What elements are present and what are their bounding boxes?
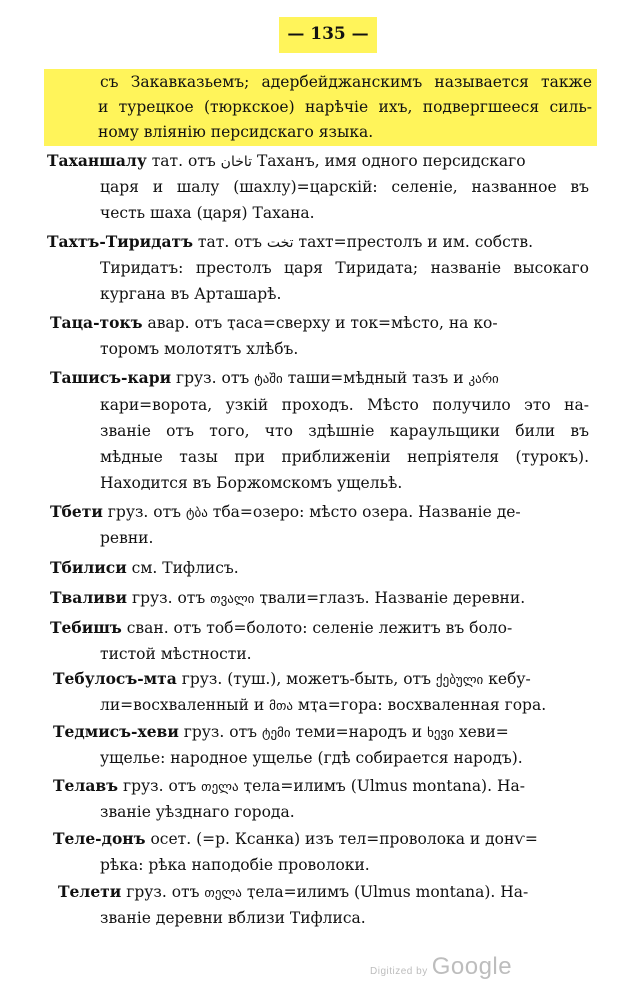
entry-line: званіе отъ того, что здѣшніе караульщики били въ xyxy=(100,422,589,440)
highlight-line: съ Закавказьемъ; адербейджанскимъ называется также xyxy=(100,73,592,91)
entry-line: царя и шалу (шахлу)=царскій: селеніе, названное въ xyxy=(100,178,589,196)
entry-headword: Теле-донъ xyxy=(53,829,146,848)
entry-headword: Тебишъ xyxy=(50,618,122,637)
dictionary-entry-line: Тахтъ-Тиридатъ тат. отъ تخت тахт=престолъ и им. собств. xyxy=(47,232,534,251)
georgian-script: თვალი xyxy=(210,592,255,607)
entry-line: кургана въ Арташарѣ. xyxy=(100,285,282,303)
entry-line: честь шаха (царя) Тахана. xyxy=(100,204,315,222)
entry-headword: Тахтъ-Тиридатъ xyxy=(47,232,193,251)
entry-line: Находится въ Боржомскомъ ущельѣ. xyxy=(100,474,403,492)
arabic-script: تخت xyxy=(266,235,294,251)
georgian-script: ტბა xyxy=(185,506,208,521)
entry-line: званіе деревни вблизи Тифлиса. xyxy=(100,909,366,927)
entry-line: Тиридатъ: престолъ царя Тиридата; названіе высокаго xyxy=(100,259,589,277)
dictionary-entry-line: Телети груз. отъ თელა ҭела=илимъ (Ulmus montana). На- xyxy=(58,882,529,901)
entry-line: ущелье: народное ущелье (гдѣ собирается народъ). xyxy=(100,749,523,767)
entry-line: мѣдные тазы при приближеніи непріятеля (турокъ). xyxy=(100,448,589,466)
entry-headword: Тваливи xyxy=(50,588,128,607)
entry-line: торомъ молотятъ хлѣбъ. xyxy=(100,340,299,358)
page-number: — 135 — xyxy=(287,24,369,44)
arabic-script: تاخان xyxy=(220,154,253,170)
entry-headword: Тебулосъ-мта xyxy=(53,669,177,688)
entry-line: ли=восхваленный и მთა мҭа=гора: восхваленная гора. xyxy=(100,696,547,714)
highlight-line: ному вліянію персидскаго языка. xyxy=(98,123,374,141)
highlight-line: и турецкое (тюркское) нарѣчіе ихъ, подвергшееся силь- xyxy=(98,98,592,116)
georgian-script: მთა xyxy=(269,699,293,714)
georgian-script: თელა xyxy=(204,886,242,901)
entry-line: тистой мѣстности. xyxy=(100,645,252,663)
dictionary-entry-line: Таца-токъ авар. отъ ҭаса=сверху и ток=мѣсто, на ко- xyxy=(50,313,498,332)
entry-headword: Тбилиси xyxy=(50,558,127,577)
entry-headword: Телавъ xyxy=(53,776,119,795)
dictionary-entry-line: Тбети груз. отъ ტბა тба=озеро: мѣсто озера. Названіе де- xyxy=(50,502,521,521)
dictionary-entry-line: Тедмисъ-хеви груз. отъ ტემი теми=народъ и ხევი хеви= xyxy=(53,722,509,741)
georgian-script: ტაში xyxy=(254,372,283,387)
georgian-script: კარი xyxy=(468,372,499,387)
georgian-script: ხევი xyxy=(427,726,454,741)
dictionary-entry-line: Тебишъ сван. отъ тоб=болото: селеніе лежитъ въ боло- xyxy=(50,618,513,637)
google-logo: Google xyxy=(431,953,513,980)
entry-headword: Телети xyxy=(58,882,122,901)
entry-line: ревни. xyxy=(100,529,154,547)
dictionary-entry-line: Теле-донъ осет. (=р. Ксанка) изъ тел=проволока и донѵ= xyxy=(53,829,538,848)
dictionary-entry-line: Тваливи груз. отъ თვალი ҭвали=глазъ. Названіе деревни. xyxy=(50,588,526,607)
georgian-script: ტემი xyxy=(261,726,291,741)
entry-headword: Ташисъ-кари xyxy=(50,368,172,387)
entry-headword: Таханшалу xyxy=(47,151,147,170)
georgian-script: ქებული xyxy=(435,673,484,688)
entry-headword: Таца-токъ xyxy=(50,313,143,332)
dictionary-entry-line: Ташисъ-кари груз. отъ ტაში таши=мѣдный тазъ и კარი xyxy=(50,368,499,387)
dictionary-entry-line: Тебулосъ-мта груз. (туш.), можетъ-быть, отъ ქებული кебу- xyxy=(53,669,531,688)
entry-line: кари=ворота, узкій проходъ. Мѣсто получило это на- xyxy=(100,396,589,414)
entry-headword: Тбети xyxy=(50,502,103,521)
georgian-script: თელა xyxy=(201,780,239,795)
entry-line: званіе уѣзднаго города. xyxy=(100,803,295,821)
dictionary-entry-line: Тбилиси см. Тифлисъ. xyxy=(50,558,239,577)
digitized-by-google-watermark: Digitized by Google xyxy=(370,953,513,980)
entry-headword: Тедмисъ-хеви xyxy=(53,722,179,741)
entry-line: рѣка: рѣка наподобіе проволоки. xyxy=(100,856,370,874)
dictionary-entry-line: Таханшалу тат. отъ تاخان Таханъ, имя одного персидскаго xyxy=(47,151,526,170)
dictionary-entry-line: Телавъ груз. отъ თელა ҭела=илимъ (Ulmus montana). На- xyxy=(53,776,525,795)
